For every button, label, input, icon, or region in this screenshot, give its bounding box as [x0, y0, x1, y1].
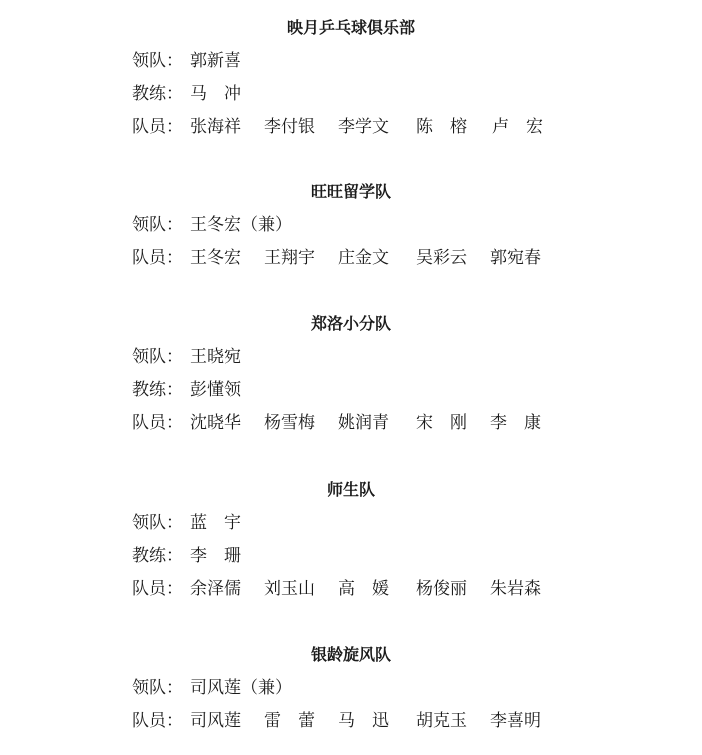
coach-label: 教练：	[132, 84, 183, 104]
member-name: 姚润青	[338, 413, 389, 433]
member-name: 郭宛春	[490, 248, 541, 268]
coach-name: 彭懂领	[190, 380, 241, 400]
member-name: 杨雪梅	[264, 413, 315, 433]
members-label: 队员：	[132, 117, 183, 137]
member-name: 陈 榕	[416, 117, 467, 137]
team-title: 郑洛小分队	[310, 314, 391, 333]
member-name: 高 媛	[338, 579, 389, 599]
member-name: 李喜明	[490, 711, 541, 731]
member-name: 雷 蕾	[264, 711, 315, 731]
team-title: 银龄旋风队	[310, 645, 391, 664]
member-name: 司风莲	[190, 711, 241, 731]
leader-label: 领队：	[132, 215, 183, 235]
coach-name: 马 冲	[190, 84, 241, 104]
member-name: 李学文	[338, 117, 389, 137]
leader-name: 司风莲（兼）	[190, 678, 292, 698]
member-name: 胡克玉	[416, 711, 467, 731]
leader-label: 领队：	[132, 513, 183, 533]
member-name: 王冬宏	[190, 248, 241, 268]
team-title: 旺旺留学队	[310, 182, 391, 201]
member-name: 沈晓华	[190, 413, 241, 433]
leader-name: 王晓宛	[190, 347, 241, 367]
member-name: 宋 刚	[416, 413, 467, 433]
leader-label: 领队：	[132, 678, 183, 698]
members-label: 队员：	[132, 248, 183, 268]
member-name: 吴彩云	[416, 248, 467, 268]
member-name: 李 康	[490, 413, 541, 433]
leader-label: 领队：	[132, 51, 183, 71]
leader-name: 蓝 宇	[190, 513, 241, 533]
members-label: 队员：	[132, 711, 183, 731]
member-name: 朱岩森	[490, 579, 541, 599]
coach-label: 教练：	[132, 380, 183, 400]
team-title: 师生队	[326, 480, 375, 499]
leader-name: 郭新喜	[190, 51, 241, 71]
member-name: 张海祥	[190, 117, 241, 137]
member-name: 杨俊丽	[416, 579, 467, 599]
member-name: 刘玉山	[264, 579, 315, 599]
member-name: 马 迅	[338, 711, 389, 731]
member-name: 卢 宏	[492, 117, 543, 137]
member-name: 李付银	[264, 117, 315, 137]
coach-label: 教练：	[132, 546, 183, 566]
member-name: 余泽儒	[190, 579, 241, 599]
leader-name: 王冬宏（兼）	[190, 215, 292, 235]
member-name: 王翔宇	[264, 248, 315, 268]
member-name: 庄金文	[338, 248, 389, 268]
leader-label: 领队：	[132, 347, 183, 367]
team-title: 映月乒乓球俱乐部	[286, 18, 415, 37]
members-label: 队员：	[132, 413, 183, 433]
members-label: 队员：	[132, 579, 183, 599]
coach-name: 李 珊	[190, 546, 241, 566]
